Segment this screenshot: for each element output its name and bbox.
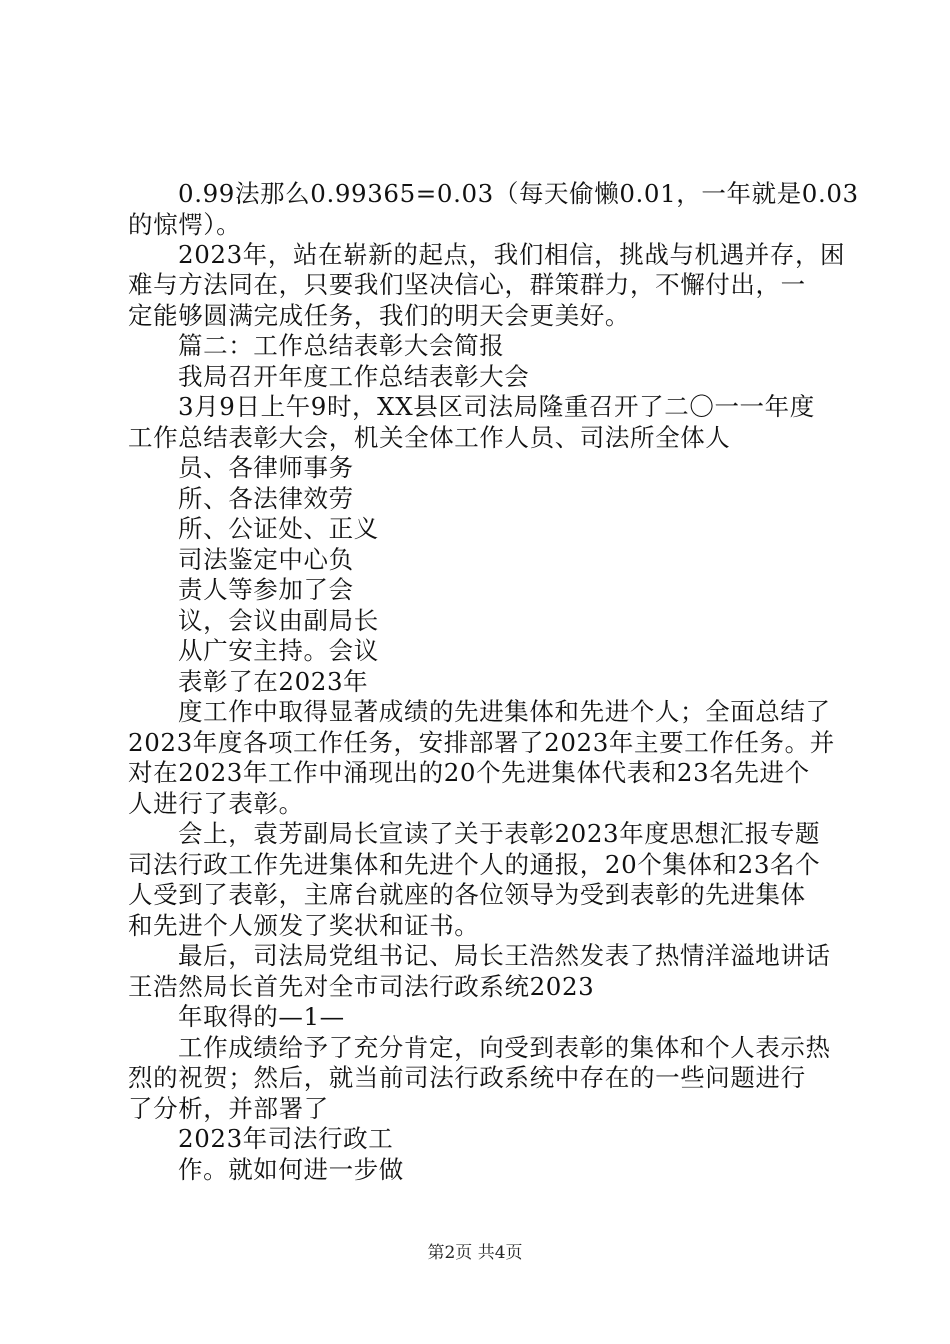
text-line: 2023年度各项工作任务，安排部署了2023年主要工作任务。并: [128, 728, 835, 757]
text-line: 和先进个人颁发了奖状和证书。: [128, 911, 480, 940]
text-line: 会上，袁芳副局长宣读了关于表彰2023年度思想汇报专题: [178, 819, 821, 848]
text-line: 难与方法同在，只要我们坚决信心，群策群力，不懈付出，一: [128, 270, 806, 299]
text-line: 王浩然局长首先对全市司法行政系统2023: [128, 972, 595, 1001]
text-line: 0.99法那么0.99365=0.03（每天偷懒0.01，一年就是0.03: [178, 179, 859, 208]
text-line: 从广安主持。会议: [178, 636, 379, 665]
text-line: 员、各律师事务: [178, 453, 354, 482]
section-heading: 篇二：工作总结表彰大会简报: [178, 331, 505, 360]
text-line: 表彰了在2023年: [178, 667, 369, 696]
text-line: 所、各法律效劳: [178, 484, 354, 513]
text-line: 2023年司法行政工: [178, 1124, 394, 1153]
text-line: 对在2023年工作中涌现出的20个先进集体代表和23名先进个: [128, 758, 810, 787]
page-number-footer: 第2页 共4页: [427, 1243, 523, 1263]
text-line: 人进行了表彰。: [128, 789, 304, 818]
text-line: 了分析，并部署了: [128, 1094, 329, 1123]
text-line: 最后，司法局党组书记、局长王浩然发表了热情洋溢地讲话: [178, 941, 831, 970]
text-line: 的惊愕）。: [128, 210, 242, 239]
text-line: 工作成绩给予了充分肯定，向受到表彰的集体和个人表示热: [178, 1033, 831, 1062]
text-line: 定能够圆满完成任务，我们的明天会更美好。: [128, 301, 630, 330]
text-line: 年取得的—1—: [178, 1002, 345, 1031]
text-line: 所、公证处、正义: [178, 514, 379, 543]
text-line: 作。就如何进一步做: [178, 1155, 404, 1184]
text-line: 烈的祝贺；然后，就当前司法行政系统中存在的一些问题进行: [128, 1063, 806, 1092]
text-line: 工作总结表彰大会，机关全体工作人员、司法所全体人: [128, 423, 731, 452]
text-line: 人受到了表彰，主席台就座的各位领导为受到表彰的先进集体: [128, 880, 806, 909]
text-line: 议，会议由副局长: [178, 606, 379, 635]
text-line: 司法行政工作先进集体和先进个人的通报，20个集体和23名个: [128, 850, 821, 879]
text-line: 2023年，站在崭新的起点，我们相信，挑战与机遇并存，困: [178, 240, 846, 269]
text-line: 司法鉴定中心负: [178, 545, 354, 574]
text-line: 3月9日上午9时，XX县区司法局隆重召开了二〇一一年度: [178, 392, 815, 421]
text-line: 责人等参加了会: [178, 575, 354, 604]
text-line: 度工作中取得显著成绩的先进集体和先进个人；全面总结了: [178, 697, 831, 726]
article-title: 我局召开年度工作总结表彰大会: [178, 362, 530, 391]
